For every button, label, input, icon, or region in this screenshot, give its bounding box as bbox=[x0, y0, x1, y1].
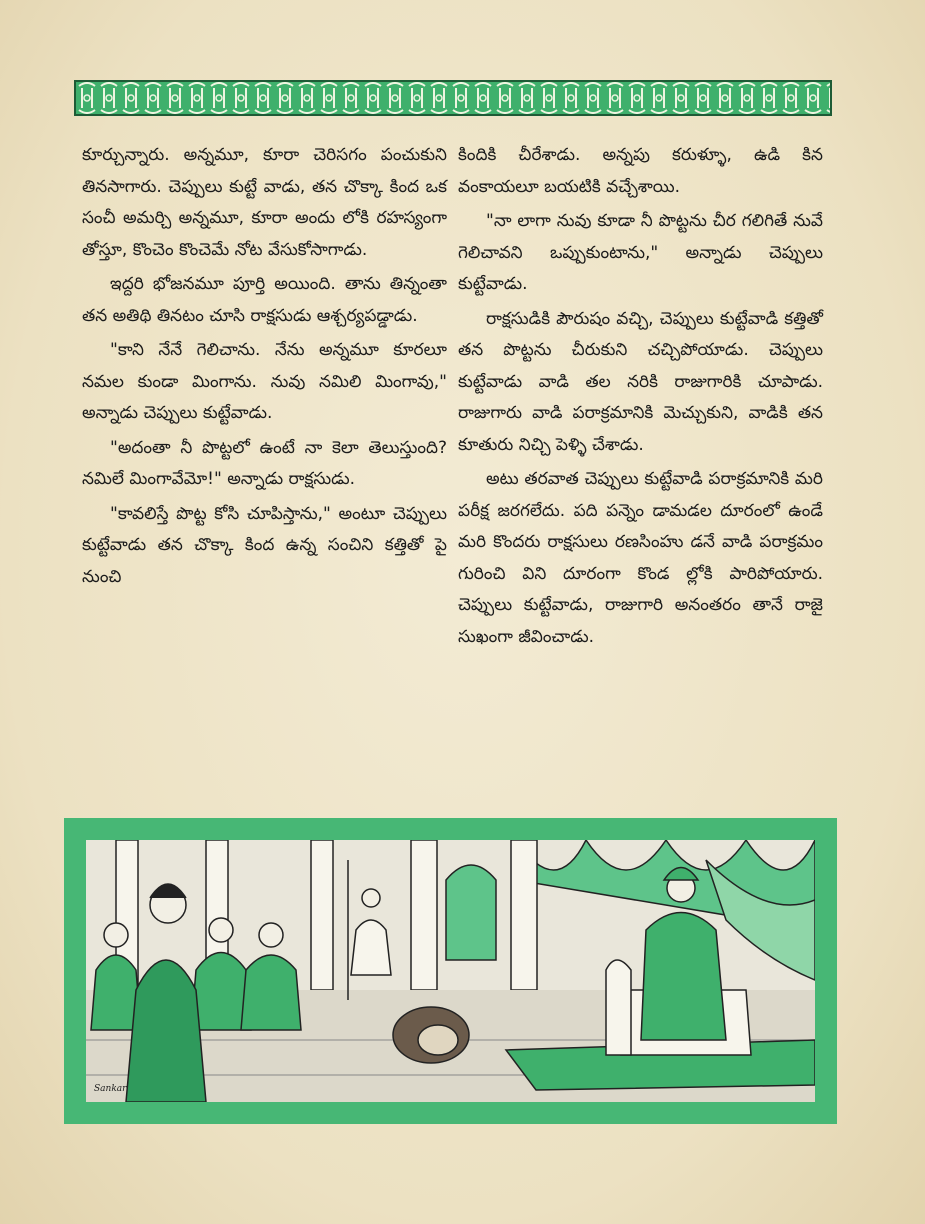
right-column bbox=[458, 140, 823, 656]
right-paragraph-1: కిందికి చీరేశాడు. అన్నపు కరుళ్ళూ, ఉడి కిన వంకాయలూ బయటికి వచ్చేశాయి. bbox=[458, 145, 823, 197]
left-paragraph-1: కూర్చున్నారు. అన్నమూ, కూరా చెరిసగం పంచుకుని తినసాగారు. చెప్పులు కుట్టే వాడు, తన చొక్కా కింద ఒక సంచీ అమర్చి అన్నమూ, కూరా అందు లోకి రహస్యంగా తోస్తూ, కొంచెం కొంచెమే నోట వేసుకోసాగాడు. bbox=[82, 145, 447, 260]
right-paragraph-2: "నా లాగా నువు కూడా నీ పొట్టను చీర గలిగితే నువే గెలిచావని ఒప్పుకుంటాను," అన్నాడు చెప్పులు కుట్టేవాడు. bbox=[458, 211, 823, 294]
left-paragraph-4: "అదంతా నీ పొట్టలో ఉంటే నా కెలా తెలుస్తుంది? నమిలే మింగావేమో!" అన్నాడు రాక్షసుడు. bbox=[82, 437, 447, 489]
left-paragraph-3: "కాని నేనే గెలిచాను. నేను అన్నమూ కూరలూ నమల కుండా మింగాను. నువు నమిలి మింగావు," అన్నాడు చెప్పులు కుట్టేవాడు. bbox=[82, 340, 447, 423]
right-paragraph-3: రాక్షసుడికి పౌరుషం వచ్చి, చెప్పులు కుట్టేవాడి కత్తితో తన పొట్టను చీరుకుని చచ్చిపోయాడు. చెప్పులు కుట్టేవాడు వాడి తల నరికి రాజుగారికి చూపాడు. రాజుగారు వాడి పరాక్రమానికి మెచ్చుకుని, వాడికి తన కూతురు నిచ్చి పెళ్ళి చేశాడు. bbox=[458, 308, 823, 455]
ornamental-border bbox=[74, 80, 832, 116]
left-paragraph-2: ఇద్దరి భోజనమూ పూర్తి అయింది. తాను తిన్నంతా తన అతిథి తినటం చూసి రాక్షసుడు ఆశ్చర్యపడ్డాడు. bbox=[82, 274, 447, 326]
illustration-frame bbox=[64, 818, 837, 1124]
left-column bbox=[82, 140, 447, 596]
court-scene-icon bbox=[86, 840, 815, 1102]
artist-signature: Sankar bbox=[94, 1084, 127, 1094]
right-paragraph-4: అటు తరవాత చెప్పులు కుట్టేవాడి పరాక్రమానికి మరి పరీక్ష జరగలేదు. పది పన్నెం డామడల దూరంలో ఉండే మరి కొందరు రాక్షసులు రణసింహు డనే వాడి పరాక్రమం గురించి విని దూరంగా కొండ ల్లోకి పారిపోయారు. చెప్పులు కుట్టేవాడు, రాజుగారి అనంతరం తానే రాజై సుఖంగా జీవించాడు. bbox=[458, 469, 823, 647]
left-paragraph-5: "కావలిస్తే పొట్ట కోసి చూపిస్తాను," అంటూ చెప్పులు కుట్టేవాడు తన చొక్కా కింద ఉన్న సంచిని కత్తితో పై నుంచి bbox=[82, 503, 447, 587]
ornament-pattern-icon bbox=[76, 82, 830, 114]
